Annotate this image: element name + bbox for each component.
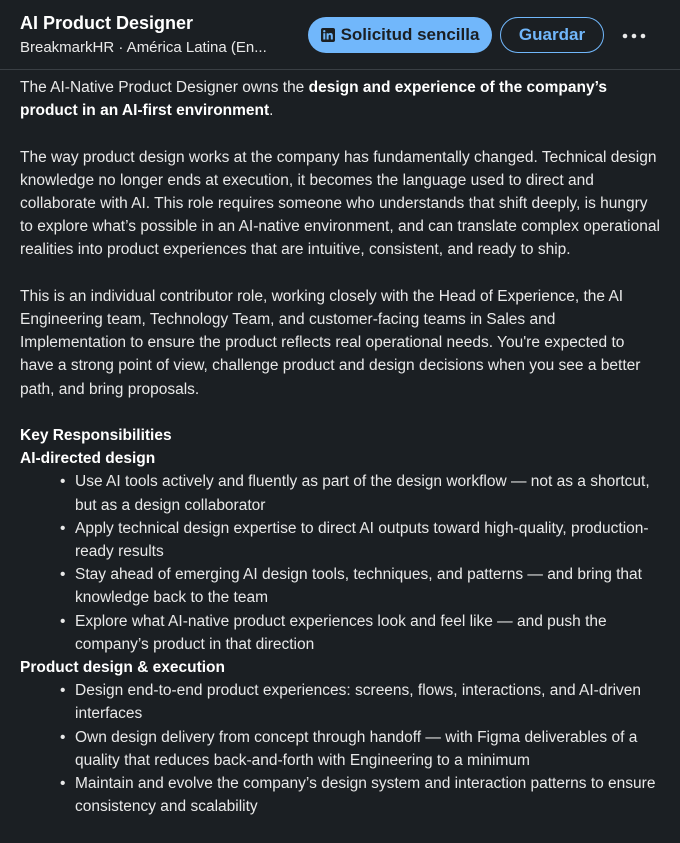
linkedin-icon bbox=[321, 28, 335, 42]
list-item: • Use AI tools actively and fluently as part of the design workflow — not as a shortcut, but as a design collaborator bbox=[75, 470, 662, 516]
intro-suffix: . bbox=[269, 102, 274, 120]
list-item: • Maintain and evolve the company’s design system and interaction patterns to ensure consistency and scalability bbox=[75, 772, 662, 818]
description-paragraph-2: The way product design works at the company has fundamentally changed. Technical design knowledge no longer ends at execution, it becomes the language used to direct and collaborate with AI. This role requires someone who understands that shift deeply, is hungry to explore what’s possible in an AI-native environment, and can translate complex operational realities into product experiences that are intuitive, consistent, and ready to ship. bbox=[20, 148, 660, 259]
easy-apply-button[interactable] bbox=[308, 17, 492, 53]
responsibility-list bbox=[20, 470, 662, 656]
easy-apply-label: Solicitud sencilla bbox=[340, 25, 480, 44]
save-label: Guardar bbox=[518, 25, 586, 44]
list-item: • Design end-to-end product experiences: screens, flows, interactions, and AI-driven interfaces bbox=[75, 679, 662, 725]
company-location[interactable]: BreakmarkHR · América Latina (En... bbox=[20, 39, 267, 56]
list-item: • Own design delivery from concept through handoff — with Figma deliverables of a quality that reduces back-and-forth with Engineering to a minimum bbox=[75, 726, 662, 772]
list-item: • Stay ahead of emerging AI design tools, techniques, and patterns — and bring that knowledge back to the team bbox=[75, 563, 662, 609]
more-horizontal-icon bbox=[622, 26, 646, 44]
list-item: • Apply technical design expertise to direct AI outputs toward high-quality, production-ready results bbox=[75, 517, 662, 563]
job-description bbox=[20, 76, 662, 818]
save-button[interactable] bbox=[500, 17, 604, 53]
section-heading: Product design & execution bbox=[20, 659, 225, 677]
intro-paragraph bbox=[20, 76, 662, 122]
section-heading: AI-directed design bbox=[20, 450, 156, 468]
intro-bold-text: design and experience of the company’s product in an AI-first environment bbox=[20, 79, 607, 120]
list-item: • Explore what AI-native product experiences look and feel like — and push the company’s product in that direction bbox=[75, 610, 662, 656]
job-header bbox=[0, 0, 680, 70]
intro-text: The AI-Native Product Designer owns the bbox=[20, 79, 309, 96]
key-responsibilities-heading: Key Responsibilities bbox=[20, 427, 172, 444]
responsibility-list bbox=[20, 679, 662, 818]
job-title[interactable]: AI Product Designer bbox=[20, 13, 194, 33]
more-options-button[interactable] bbox=[614, 20, 654, 50]
description-paragraph-3: This is an individual contributor role, working closely with the Head of Experience, the AI Engineering team, Technology Team, and customer-facing teams in Sales and Implementation to ensure the product reflects real operational needs. You're expected to have a strong point of view, challenge product and design decisions when you see a better path, and bring proposals. bbox=[20, 287, 641, 398]
